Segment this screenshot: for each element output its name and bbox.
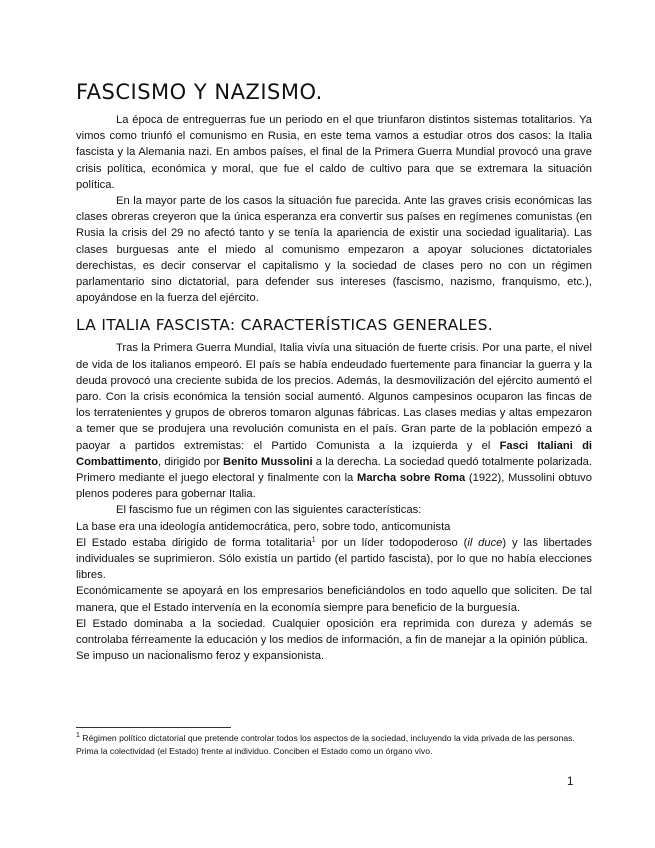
footnote	[76, 732, 576, 758]
caracteristica-2-text-c: ) y las libertades individuales se suprimieron. Sólo existía un partido (el partido fascista), por lo que no había elecciones libres.	[76, 536, 592, 582]
footnote-text: Régimen político dictatorial que pretende controlar todos los aspectos de la sociedad, incluyendo la vida privada de las personas. Prima la colectividad (el Estado) frente al individuo. Conciben el Estado como un órgano vivo.	[76, 733, 575, 756]
page-title: FASCISMO Y NAZISMO.	[76, 80, 323, 104]
caracteristica-3: Económicamente se apoyará en los empresarios beneficiándolos en todo aquello que soliciten. De tal manera, que el Estado intervenía en la economía siempre para beneficio de la burguesía.	[76, 585, 592, 614]
footnote-number: 1	[76, 732, 80, 740]
marcha-term: Marcha sobre Roma	[357, 472, 466, 485]
page-number: 1	[567, 776, 574, 788]
caracteristica-2-text-b: por un líder todopoderoso (	[315, 536, 468, 549]
section-title: LA ITALIA FASCISTA: CARACTERÍSTICAS GENERALES.	[76, 316, 493, 335]
fasci-term: Fasci Italiani di Combattimento	[76, 439, 593, 468]
page-content	[76, 78, 592, 665]
intro-paragraph-2: En la mayor parte de los casos la situación fue parecida. Ante las graves crisis económicas las clases obreras creyeron que la única esperanza era convertir sus países en regímenes comunistas (en Rusia la crisis del 29 no afectó tanto y se tenía la apariencia de existir una sociedad igualitaria). Las clases burguesas ante el miedo al comunismo empezaron a apoyar soluciones dictatoriales derechistas, es decir conservar el capitalismo y la sociedad de clases pero no con un régimen parlamentario sino dictatorial, para defender sus intereses (fascismo, nazismo, franquismo, etc.), apoyándose en la fuerza del ejército.	[76, 195, 592, 305]
il-duce-term: il duce	[467, 536, 503, 549]
caracteristicas-intro: El fascismo fue un régimen con las siguientes características:	[116, 504, 422, 517]
italia-text-1: Tras la Primera Guerra Mundial, Italia vivía una situación de fuerte crisis. Por una parte, el nivel de vida de los italianos empeoró. El país se había endeudado fuertemente para financiar la guerra y la deuda provocó una creciente subida de los precios. Además, la desmovilización del ejército aumentó el paro. Con la crisis económica la tensión social aumentó. Algunos campesinos ocuparon las fincas de los terratenientes y grupos de obreros tomaron algunas fábricas. Las clases medias y altas empezaron a temer que se produjera una revolución comunista en el país. Gran parte de la población empezó a paoyar a partidos extremistas: el Partido Comunista a la izquierda y el	[76, 342, 592, 452]
italia-text-3: a la derecha. La sociedad quedó totalmente polarizada. Primero mediante el juego electoral y finalmente con la	[76, 455, 592, 485]
footnote-ref[interactable]: 1	[311, 536, 316, 544]
mussolini-term: Benito Mussolini	[223, 455, 313, 468]
italia-text-2: , dirigido por	[158, 455, 224, 468]
italia-paragraph	[76, 340, 592, 502]
caracteristica-2-text-a: El Estado estaba dirigido de forma totalitaria	[76, 536, 312, 549]
italia-text-4: (1922), Mussolini obtuvo plenos poderes para gobernar Italia.	[76, 472, 593, 501]
caracteristica-4: El Estado dominaba a la sociedad. Cualquier oposición era reprimida con dureza y además se controlaba férreamente la educación y los medios de información, a fin de manejar a la opinión pública.	[76, 617, 592, 647]
caracteristica-5: Se impuso un nacionalismo feroz y expansionista.	[76, 650, 325, 663]
intro-paragraph-1: La época de entreguerras fue un periodo en el que triunfaron distintos sistemas totalitarios. Ya vimos como triunfó el comunismo en Rusia, en este tema vamos a estudiar otros dos casos: la Italia fascista y la Alemania nazi. En ambos países, el final de la Primera Guerra Mundial provocó una grave crisis política, económica y moral, que fue el caldo de cultivo para que se extremara la situación política.	[76, 114, 592, 191]
caracteristica-2	[76, 535, 592, 584]
footnote-divider	[76, 727, 231, 728]
caracteristica-1: La base era una ideología antidemocrática, pero, sobre todo, anticomunista	[76, 520, 451, 533]
